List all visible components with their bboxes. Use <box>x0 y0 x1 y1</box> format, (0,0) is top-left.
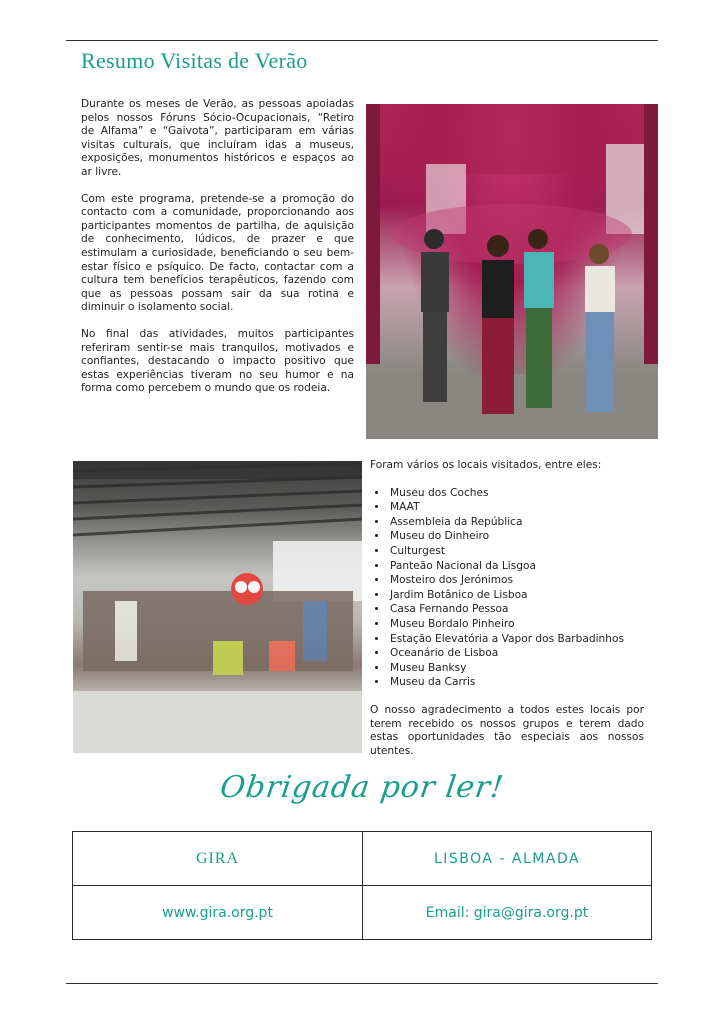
list-item: • MAAT <box>388 500 644 515</box>
list-item: • Jardim Botânico de Lisboa <box>388 588 644 603</box>
places-intro: Foram vários os locais visitados, entre eles: <box>370 459 602 471</box>
list-item: • Casa Fernando Pessoa <box>388 602 644 617</box>
list-item: • Museu do Dinheiro <box>388 529 644 544</box>
list-item: • Estação Elevatória a Vapor dos Barbadinhos <box>388 632 644 647</box>
signoff-script: Obrigada por ler! <box>217 770 507 805</box>
intro-paragraph-3: No final das atividades, muitos participantes referiram sentir-se mais tranquilos, motivados e confiantes, destacando o impacto positivo que estas experiências tiveram no seu humor e na forma como percebem o mundo que os rodeia. <box>81 327 354 395</box>
email-link[interactable]: Email: gira@gira.org.pt <box>425 904 589 921</box>
list-item: • Museu Bordalo Pinheiro <box>388 617 644 632</box>
page-title: Resumo Visitas de Verão <box>81 48 308 73</box>
bottom-divider <box>66 983 658 984</box>
list-item: • Panteão Nacional da Lisgoa <box>388 559 644 574</box>
group-photo-exhibition <box>366 104 658 439</box>
top-divider <box>66 40 658 41</box>
intro-column <box>81 98 354 409</box>
places-list <box>370 486 644 690</box>
list-item: • Assembleia da República <box>388 515 644 530</box>
intro-paragraph-1: Durante os meses de Verão, as pessoas apoiadas pelos nossos Fóruns Sócio-Ocupacionais, “Retiro de Alfama” e “Gaivota”, participaram em várias visitas culturais, que incluíram idas a museus, exposições, monumentos históricos e espaços ao ar livre. <box>81 98 354 178</box>
list-item: • Museu dos Coches <box>388 486 644 501</box>
list-item: • Culturgest <box>388 544 644 559</box>
list-item: • Museu Banksy <box>388 661 644 676</box>
list-item: • Museu da Carris <box>388 675 644 690</box>
list-item: • Oceanário de Lisboa <box>388 646 644 661</box>
list-item: • Mosteiro dos Jerónimos <box>388 573 644 588</box>
places-column <box>370 458 644 758</box>
group-photo-visit <box>73 461 362 753</box>
intro-paragraph-2: Com este programa, pretende-se a promoção do contacto com a comunidade, proporcionando aos participantes momentos de partilha, de aquisição de conhecimento, lúdicos, de prazer e que estimulam a curiosidade, beneficiando o seu bem-estar físico e psíquico. De facto, contactar com a cultura tem benefícios terapêuticos, fazendo com que as pessoas possam sair da sua rotina e diminuir o isolamento social. <box>81 192 354 314</box>
org-name-cell: GIRA <box>73 832 363 886</box>
location-cell: LISBOA - ALMADA <box>363 832 651 886</box>
thanks-paragraph: O nosso agradecimento a todos estes locais por terem recebido os nossos grupos e terem dado estas oportunidades tão especiais aos nossos utentes. <box>370 703 644 757</box>
website-link[interactable]: www.gira.org.pt <box>73 886 363 939</box>
contact-table <box>72 831 652 940</box>
